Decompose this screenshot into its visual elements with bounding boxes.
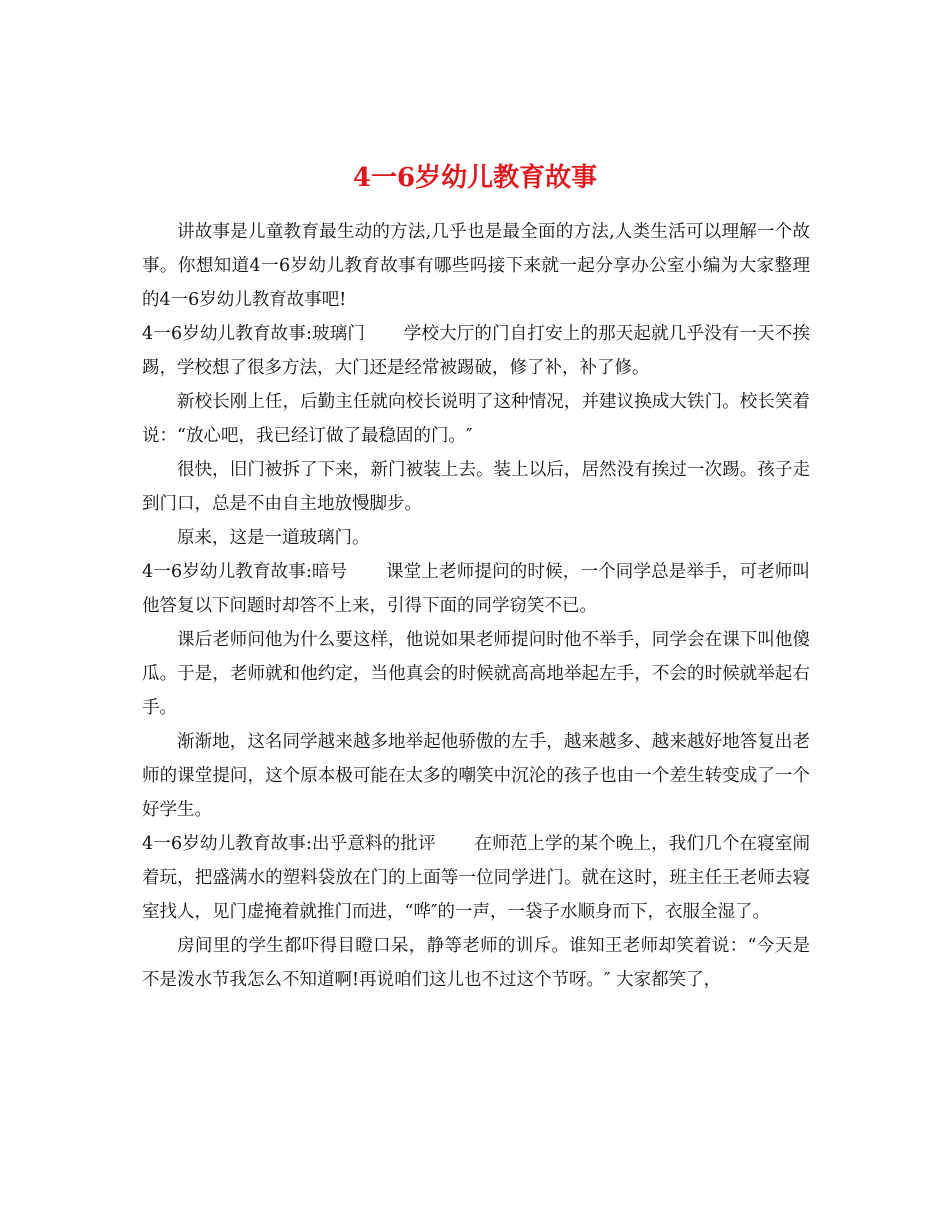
intro-paragraph: 讲故事是儿童教育最生动的方法,几乎也是最全面的方法,人类生活可以理解一个故事。你想知道4一6岁幼儿教育故事有哪些吗接下来就一起分享办公室小编为大家整理的4一6岁幼儿教育故事吧! bbox=[142, 222, 810, 310]
story-1-heading: 4一6岁幼儿教育故事:玻璃门 bbox=[142, 324, 366, 344]
story-2-first-text: 课堂上老师提问的时候，一个同学总是举手，可老师叫他答复以下问题时却答不上来，引得下面的同学窃笑不已。 bbox=[142, 562, 810, 616]
document-body bbox=[142, 215, 810, 997]
story-2-paragraph: 渐渐地，这名同学越来越多地举起他骄傲的左手，越来越多、越来越好地答复出老师的课堂提问，这个原本极可能在太多的嘲笑中沉沦的孩子也由一个差生转变成了一个好学生。 bbox=[142, 732, 810, 820]
story-1-opening bbox=[142, 317, 810, 385]
story-1-paragraph: 很快，旧门被拆了下来，新门被装上去。装上以后，居然没有挨过一次踢。孩子走到门口，总是不由自主地放慢脚步。 bbox=[142, 460, 810, 514]
story-3-paragraph: 房间里的学生都吓得目瞪口呆，静等老师的训斥。谁知王老师却笑着说：“今天是不是泼水节我怎么不知道啊!再说咱们这儿也不过这个节呀。″ 大家都笑了， bbox=[142, 936, 810, 990]
story-3-first-text: 在师范上学的某个晚上，我们几个在寝室闹着玩，把盛满水的塑料袋放在门的上面等一位同学进门。就在这时，班主任王老师去寝室找人，见门虚掩着就推门而进，“哗″的一声，一袋子水顺身而下，衣服全湿了。 bbox=[142, 834, 810, 922]
story-1-paragraph: 原来，这是一道玻璃门。 bbox=[177, 528, 370, 548]
story-1-paragraph: 新校长刚上任，后勤主任就向校长说明了这种情况，并建议换成大铁门。校长笑着说：“放心吧，我已经订做了最稳固的门。″ bbox=[142, 392, 810, 446]
story-2-paragraph: 课后老师问他为什么要这样，他说如果老师提问时他不举手，同学会在课下叫他傻瓜。于是，老师就和他约定，当他真会的时候就高高地举起左手，不会的时候就举起右手。 bbox=[142, 630, 810, 718]
story-2-heading: 4一6岁幼儿教育故事:暗号 bbox=[142, 562, 348, 582]
story-2-opening bbox=[142, 555, 810, 623]
story-3-heading: 4一6岁幼儿教育故事:出乎意料的批评 bbox=[142, 834, 436, 854]
story-1-first-text: 学校大厅的门自打安上的那天起就几乎没有一天不挨踢，学校想了很多方法，大门还是经常被踢破，修了补，补了修。 bbox=[142, 324, 810, 378]
document-title: 4一6岁幼儿教育故事 bbox=[352, 163, 598, 194]
story-3-opening bbox=[142, 827, 810, 929]
